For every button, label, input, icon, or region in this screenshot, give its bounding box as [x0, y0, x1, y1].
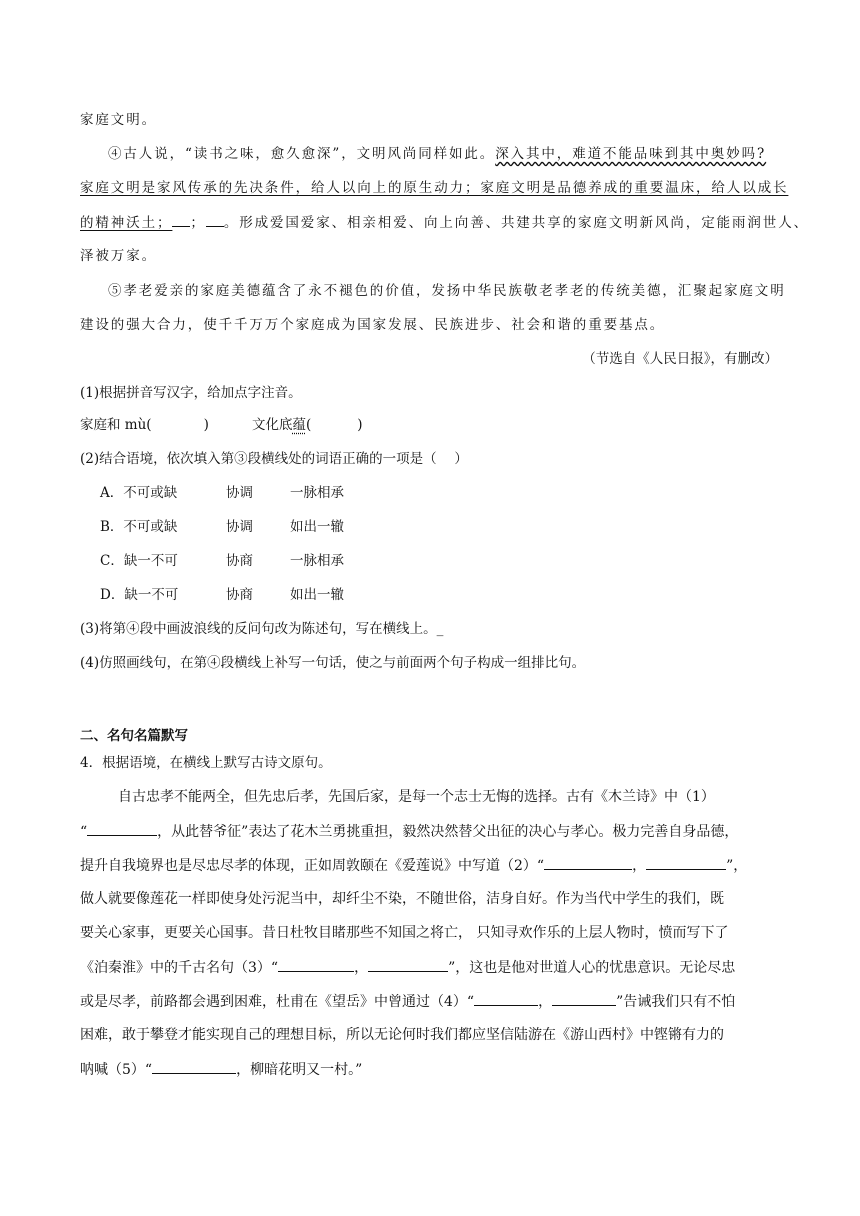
text: 。形成爱国爱家、相亲相爱、向上向善、共建共享的家庭文明新风尚，定能雨润世人、 [223, 215, 810, 231]
text: 或是尽孝，前路都会遇到困难，杜甫在《望岳》中曾通过（4）“ [80, 994, 475, 1010]
cloze-line-9 [80, 1060, 362, 1079]
fill-blank-3b[interactable] [368, 958, 448, 972]
underlined-sentence: 的精神沃土； [80, 215, 173, 231]
paragraph-5-line-1: ⑤孝老爱亲的家庭美德蕴含了永不褪色的价值，发扬中华民族敬老孝老的传统美德，汇聚起家庭文明 [108, 283, 786, 299]
source-note: （节选自《人民日报》，有删改） [582, 351, 778, 367]
text: ； [190, 215, 206, 231]
fill-blank[interactable] [172, 213, 190, 227]
question-1: (1)根据拼音写汉字，给加点字注音。 [80, 385, 302, 401]
text: “ [80, 824, 88, 840]
cloze-line-1: 自古忠孝不能两全，但先忠后孝，先国后家，是每一个志士无悔的选择。古有《木兰诗》中（1） [118, 789, 715, 805]
text: ”， [726, 858, 748, 874]
text: 文化底 [252, 417, 293, 433]
option-c-label[interactable]: C．缺一不可 [100, 553, 178, 569]
text: ) [203, 417, 209, 433]
question-1-item-b [252, 416, 363, 434]
fill-blank-5[interactable] [152, 1060, 236, 1074]
cloze-line-3 [80, 856, 747, 875]
section-heading: 二、名句名篇默写 [80, 728, 188, 744]
option-d-word-2: 协商 [226, 587, 253, 603]
cloze-line-2 [80, 822, 738, 841]
text: ， [354, 960, 369, 976]
fill-blank-3a[interactable] [278, 958, 354, 972]
option-a-word-3: 一脉相承 [290, 485, 344, 501]
question-4: (4)仿照画线句，在第④段横线上补写一句话，使之与前面两个句子构成一组排比句。 [80, 655, 586, 671]
fill-blank-1[interactable] [87, 822, 157, 836]
text: 提升自我境界也是尽忠尽孝的体现，正如周敦颐在《爱莲说》中写道（2）“ [80, 858, 545, 874]
dotted-char: 蕴 [292, 417, 306, 433]
option-b-word-3: 如出一辙 [290, 519, 344, 535]
fill-blank-4a[interactable] [474, 992, 538, 1006]
option-a-label[interactable]: A．不可或缺 [100, 485, 178, 501]
option-b-word-2: 协调 [226, 519, 253, 535]
text: ) [357, 417, 363, 433]
paragraph-4-line-2: 家庭文明是家风传承的先决条件，给人以向上的原生动力；家庭文明是品德养成的重要温床，给人以成长 [80, 180, 789, 196]
paragraph-4-line-1 [108, 145, 766, 163]
paragraph-4-line-4: 泽被万家。 [80, 248, 157, 264]
fill-blank[interactable] [206, 213, 224, 227]
text: ”，这也是他对世道人心的忧患意识。无论尽忠 [448, 960, 736, 976]
text: 家庭和 mù( [80, 417, 152, 433]
text: ， [632, 858, 647, 874]
cloze-line-7 [80, 992, 735, 1011]
option-a-word-2: 协调 [226, 485, 253, 501]
question-1-item-a [80, 416, 209, 434]
fill-blank-4b[interactable] [552, 992, 616, 1006]
cloze-line-4: 做人就要像莲花一样即使身处污泥当中，却纤尘不染，不随世俗，洁身自好。作为当代中学生的我们，既 [80, 891, 724, 907]
option-d-label[interactable]: D．缺一不可 [100, 587, 179, 603]
text: ， [538, 994, 553, 1010]
paragraph-4-line-3 [80, 213, 809, 232]
cloze-line-6 [80, 958, 735, 977]
text: ④古人说，“读书之味，愈久愈深”，文明风尚同样如此。 [108, 146, 496, 162]
question-3: (3)将第④段中画波浪线的反问句改为陈述句，写在横线上。_ [80, 621, 444, 637]
question-2: (2)结合语境，依次填入第③段横线处的词语正确的一项是（ ） [80, 451, 468, 467]
text: ( [306, 417, 312, 433]
cloze-line-8: 困难，敢于攀登才能实现自己的理想目标，所以无论何时我们都应坚信陆游在《游山西村》中铿锵有力的 [80, 1027, 724, 1043]
paragraph-5-line-2: 建设的强大合力，使千千万万个家庭成为国家发展、民族进步、社会和谐的重要基点。 [80, 317, 666, 333]
option-c-word-3: 一脉相承 [290, 553, 344, 569]
text: ，从此替爷征”表达了花木兰勇挑重担，毅然决然替父出征的决心与孝心。极力完善自身品德， [157, 824, 739, 840]
text: 呐喊（5）“ [80, 1062, 153, 1078]
option-b-label[interactable]: B．不可或缺 [100, 519, 178, 535]
text: ，柳暗花明又一村。” [236, 1062, 363, 1078]
rhetorical-question-wavy: 深入其中，难道不能品味到其中奥妙吗? [495, 146, 767, 162]
question-4-title: 4．根据语境，在横线上默写古诗文原句。 [80, 755, 332, 771]
fill-blank-2b[interactable] [646, 856, 726, 870]
passage-line: 家庭文明。 [80, 112, 157, 128]
text: 《泊秦淮》中的千古名句（3）“ [80, 960, 279, 976]
option-c-word-2: 协商 [226, 553, 253, 569]
fill-blank-2a[interactable] [544, 856, 632, 870]
cloze-line-5: 要关心家事，更要关心国事。昔日杜牧目睹那些不知国之将亡， 只知寻欢作乐的上层人物时，愤而写下了 [80, 925, 729, 941]
option-d-word-3: 如出一辙 [290, 587, 344, 603]
text: ”告诫我们只有不怕 [616, 994, 736, 1010]
